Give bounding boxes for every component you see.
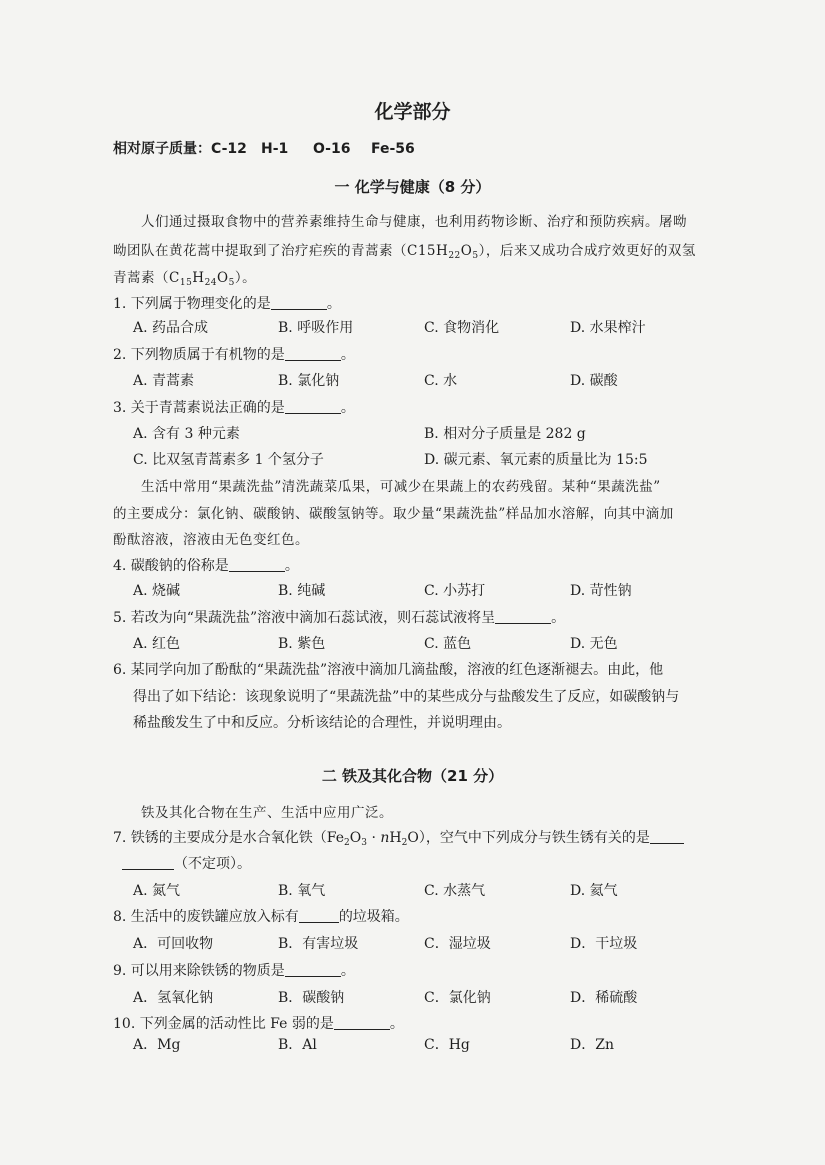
relative-atomic-masses: [113, 138, 415, 158]
option[interactable]: D. 碳元素、氧元素的质量比为 15:5: [424, 452, 648, 468]
option[interactable]: D．稀硫酸: [570, 990, 638, 1006]
intro-line: 青蒿素$(C_{15}H_{24}O_5)$。: [113, 270, 257, 288]
question-4: 4. 碳酸钠的俗称是 。: [113, 558, 299, 574]
question-8: 8. 生活中的废铁罐应放入标有 的垃圾箱。: [113, 909, 409, 925]
option[interactable]: A. 红色: [133, 636, 181, 652]
option[interactable]: A．可回收物: [133, 936, 214, 952]
option[interactable]: C. 蓝色: [424, 636, 472, 652]
answer-blank[interactable]: [285, 399, 341, 414]
answer-blank[interactable]: [229, 557, 285, 572]
option[interactable]: B. 氧气: [278, 883, 326, 899]
option[interactable]: B. 氯化钠: [278, 373, 340, 389]
question-10: 10. 下列金属的活动性比 Fe 弱的是 。: [113, 1016, 404, 1032]
option[interactable]: B. 呼吸作用: [278, 320, 354, 336]
intro-line: 的主要成分：氯化钠、碳酸钠、碳酸氢钠等。取少量“果蔬洗盐”样品加水溶解，向其中滴加: [113, 506, 674, 522]
question-2: 2. 下列物质属于有机物的是 。: [113, 347, 355, 363]
section-heading-1: 一 化学与健康（8 分）: [334, 178, 491, 196]
question-3: 3. 关于青蒿素说法正确的是 。: [113, 400, 355, 416]
intro-line: 人们通过摄取食物中的营养素维持生命与健康，也利用药物诊断、治疗和预防疾病。屠呦: [141, 214, 687, 230]
option[interactable]: C．氯化钠: [424, 990, 491, 1006]
answer-blank[interactable]: [299, 908, 339, 923]
answer-blank[interactable]: [285, 962, 341, 977]
option[interactable]: B．碳酸钠: [278, 990, 345, 1006]
mass-item: C-12: [211, 141, 247, 157]
option[interactable]: A. 含有 3 种元素: [133, 426, 240, 442]
option[interactable]: D. 水果榨汁: [570, 320, 646, 336]
question-7: 7. 铁锈的主要成分是水合氧化铁$(Fe_2O_3 \cdot nH_2O)$，空气中下列成分与铁生锈有关的是: [113, 827, 684, 847]
option[interactable]: C. 水: [424, 373, 458, 389]
answer-blank[interactable]: [271, 295, 327, 310]
option[interactable]: C. 水蒸气: [424, 883, 486, 899]
option[interactable]: A. 青蒿素: [133, 373, 195, 389]
option[interactable]: A. 药品合成: [133, 320, 209, 336]
answer-blank[interactable]: [334, 1015, 390, 1030]
option[interactable]: B．Al: [278, 1037, 317, 1053]
option[interactable]: D．Zn: [570, 1037, 614, 1053]
option[interactable]: B．有害垃圾: [278, 936, 359, 952]
question-5: 5. 若改为向“果蔬洗盐”溶液中滴加石蕊试液，则石蕊试液将呈 。: [113, 610, 566, 626]
intro-line: 铁及其化合物在生产、生活中应用广泛。: [141, 805, 393, 821]
option[interactable]: C. 小苏打: [424, 583, 486, 599]
option[interactable]: C. 比双氢青蒿素多 1 个氢分子: [133, 452, 324, 468]
option[interactable]: A. 氮气: [133, 883, 181, 899]
intro-line: 生活中常用“果蔬洗盐”清洗蔬菜瓜果，可减少在果蔬上的农药残留。某种“果蔬洗盐”: [141, 479, 661, 495]
option[interactable]: A．氢氧化钠: [133, 990, 214, 1006]
option[interactable]: D. 无色: [570, 636, 618, 652]
option[interactable]: C．湿垃圾: [424, 936, 491, 952]
intro-line: 呦团队在黄花蒿中提取到了治疗疟疾的青蒿素$(C15H_{22}O_5)$，后来又成功合成疗效更好的双氢: [113, 243, 696, 261]
intro-line: 酚酞溶液，溶液由无色变红色。: [113, 532, 309, 548]
answer-blank[interactable]: [650, 829, 684, 844]
option[interactable]: D. 碳酸: [570, 373, 618, 389]
answer-blank[interactable]: [285, 346, 341, 361]
option[interactable]: C. 食物消化: [424, 320, 500, 336]
answer-blank[interactable]: [495, 609, 551, 624]
question-7-line: （不定项）。: [122, 853, 251, 873]
page-title: 化学部分: [374, 101, 451, 123]
question-6-line: 得出了如下结论：该现象说明了“果蔬洗盐”中的某些成分与盐酸发生了反应，如碳酸钠与: [133, 689, 680, 705]
mass-item: H-1: [261, 141, 289, 157]
option[interactable]: B. 纯碱: [278, 583, 326, 599]
option[interactable]: B. 相对分子质量是 282 g: [424, 426, 586, 442]
mass-item: O-16: [313, 141, 351, 157]
option[interactable]: D. 氦气: [570, 883, 618, 899]
section-heading-2: 二 铁及其化合物（21 分）: [321, 767, 504, 785]
option[interactable]: B. 紫色: [278, 636, 326, 652]
option[interactable]: D. 苛性钠: [570, 583, 632, 599]
question-6-line: 稀盐酸发生了中和反应。分析该结论的合理性，并说明理由。: [133, 715, 511, 731]
question-1: 1. 下列属于物理变化的是 。: [113, 296, 341, 312]
question-6: 6. 某同学向加了酚酞的“果蔬洗盐”溶液中滴加几滴盐酸，溶液的红色逐渐褪去。由此，他: [113, 662, 664, 678]
option[interactable]: A. 烧碱: [133, 583, 181, 599]
option[interactable]: A．Mg: [133, 1037, 181, 1053]
mass-item: Fe-56: [371, 141, 415, 157]
option[interactable]: D．干垃圾: [570, 936, 638, 952]
question-9: 9. 可以用来除铁锈的物质是 。: [113, 963, 355, 979]
answer-blank[interactable]: [122, 855, 174, 870]
masses-label: 相对原子质量：: [113, 141, 211, 157]
option[interactable]: C．Hg: [424, 1037, 470, 1053]
